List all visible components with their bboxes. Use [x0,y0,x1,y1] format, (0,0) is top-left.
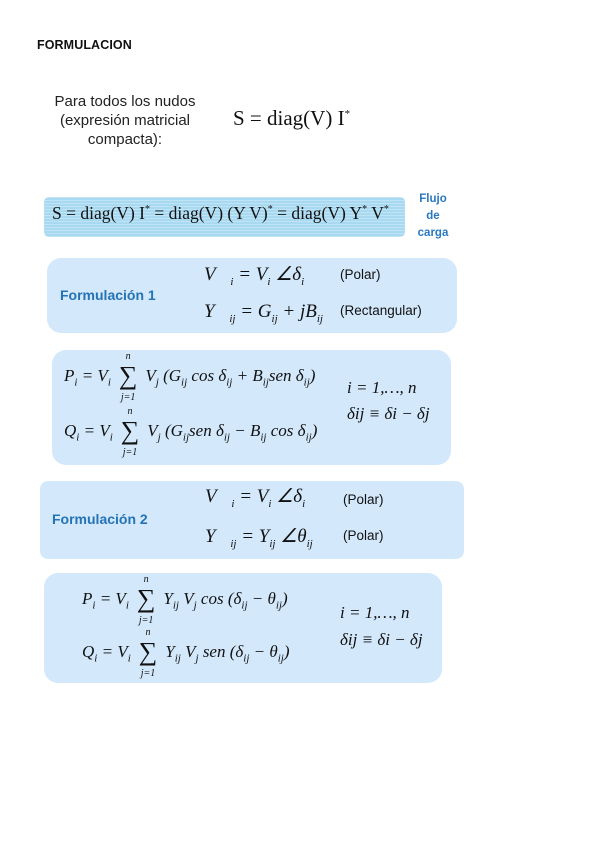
flujo-line-2: de [426,210,440,222]
angle-difference-1: δij ≡ δi − δj [347,404,430,423]
index-range-2: i = 1,…, n [340,603,410,622]
polar-tag-2: (Polar) [343,492,384,507]
active-power-equation-2: $P_i = V_i$ n ∑ j=1 $Y_{ij}$ $V_j$ $\cos (\delta_{ij} - \theta_{ij})$ [82,574,288,626]
intro-text [40,92,210,149]
active-power-equation-1: $P_i = V_i$ n ∑ j=1 $V_j$ ($G_{ij}$ $\cos \delta_{ij} + B_{ij}sen$ $\delta_{ij}$) [64,351,316,403]
flujo-line-1: Flujo [419,193,447,205]
polar-tag-3: (Polar) [343,528,384,543]
compact-power-equation: S = diag(V) I* [233,106,351,130]
load-flow-equation: S = diag(V) I* = diag(V) (Y V)* = diag(V) Y* V* [52,203,389,223]
index-range-1: i = 1,…, n [347,378,417,397]
page-title: FORMULACION [37,38,132,52]
admittance-rectangular-equation: $Y⃗_{ij} = G_{ij} + jB_{ij}$ [204,301,323,325]
polar-tag-1: (Polar) [340,267,381,282]
load-flow-label [414,191,452,242]
reactive-power-equation-2: $Q_i = V_i$ n ∑ j=1 $Y_{ij}$ $V_j$ sen $(\delta_{ij} - \theta_{ij})$ [82,627,290,679]
formulation-2-label: Formulación 2 [52,511,148,527]
intro-line-3: compacta): [87,131,163,148]
voltage-phasor-equation-1: $V⃗_i = V_i$ $\angle\delta_i$ [204,264,305,288]
flujo-line-3: carga [417,227,449,239]
intro-line-2: (expresión matricial [59,112,191,129]
admittance-polar-equation: $Y⃗_{ij} = Y_{ij}$ $\angle\theta_{ij}$ [205,526,313,550]
reactive-power-equation-1: $Q_i = V_i$ n ∑ j=1 $V_j$ ($G_{ij}sen$ $\delta_{ij} - B_{ij}$ $\cos \delta_{ij}$) [64,406,318,458]
intro-line-1: Para todos los nudos [54,93,196,110]
formulation-1-label: Formulación 1 [60,287,156,303]
rectangular-tag: (Rectangular) [340,303,422,318]
angle-difference-2: δij ≡ δi − δj [340,630,423,649]
voltage-phasor-equation-2: $V⃗_i = V_i$ $\angle\delta_i$ [205,486,306,510]
